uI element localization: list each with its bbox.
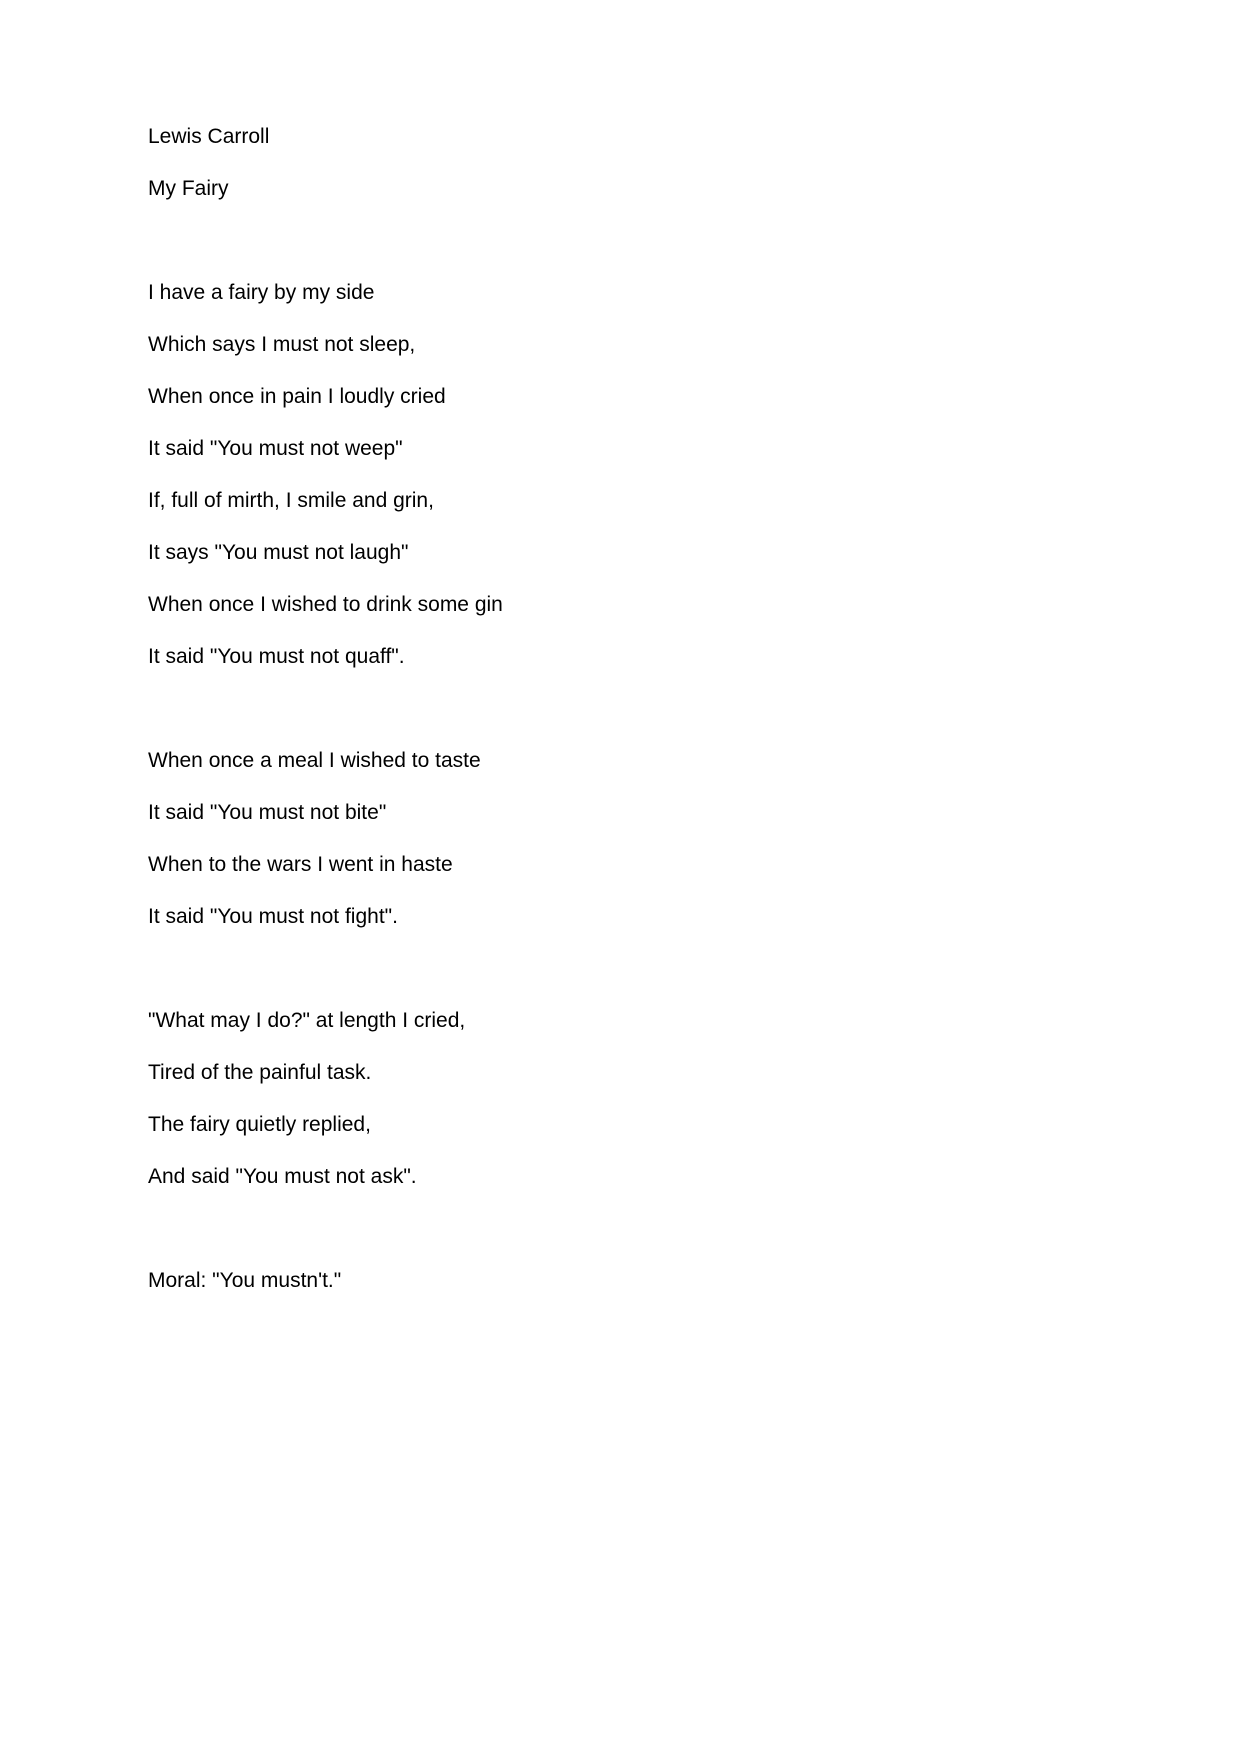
verse-line: It said "You must not weep" xyxy=(148,437,403,460)
verse-line: The fairy quietly replied, xyxy=(148,1113,371,1136)
verse-line: It said "You must not quaff". xyxy=(148,645,405,668)
spacer xyxy=(148,1203,1128,1255)
verse-line: When once in pain I loudly cried xyxy=(148,385,446,408)
verse-line: And said "You must not ask". xyxy=(148,1165,417,1188)
poem-title: My Fairy xyxy=(148,177,229,200)
verse-line: Which says I must not sleep, xyxy=(148,333,416,356)
verse-line: It says "You must not laugh" xyxy=(148,541,409,564)
stanza-3 xyxy=(148,995,1128,1203)
spacer xyxy=(148,943,1128,995)
verse-line: When once a meal I wished to taste xyxy=(148,749,481,772)
stanza-1 xyxy=(148,267,1128,683)
author-line: Lewis Carroll xyxy=(148,125,270,148)
poem-content xyxy=(148,111,1128,1307)
verse-line: "What may I do?" at length I cried, xyxy=(148,1009,466,1032)
moral-line: Moral: "You mustn't." xyxy=(148,1269,342,1292)
verse-line: It said "You must not bite" xyxy=(148,801,387,824)
stanza-2 xyxy=(148,735,1128,943)
spacer xyxy=(148,215,1128,267)
verse-line: It said "You must not fight". xyxy=(148,905,398,928)
verse-line: When to the wars I went in haste xyxy=(148,853,453,876)
verse-line: Tired of the painful task. xyxy=(148,1061,372,1084)
verse-line: If, full of mirth, I smile and grin, xyxy=(148,489,434,512)
verse-line: I have a fairy by my side xyxy=(148,281,375,304)
verse-line: When once I wished to drink some gin xyxy=(148,593,503,616)
spacer xyxy=(148,683,1128,735)
